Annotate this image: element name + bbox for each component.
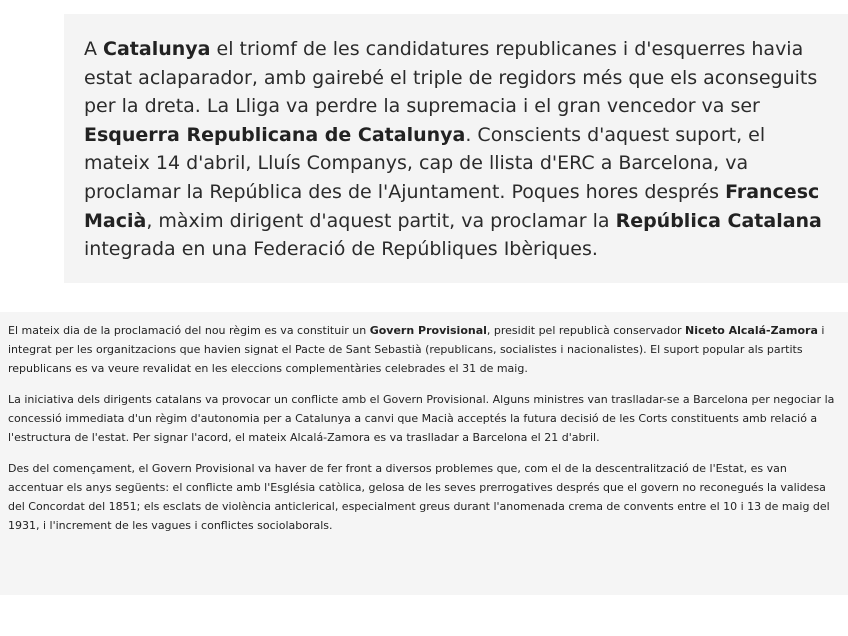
bold-govern-provisional: Govern Provisional (369, 324, 487, 337)
article-paragraph-1 (8, 321, 838, 378)
paragraph-text: El mateix dia de la proclamació del nou règim es va constituir un (8, 324, 370, 337)
quote-paragraph (84, 35, 828, 264)
quote-bold-republica-catalana: República Catalana (615, 209, 822, 232)
quote-bold-erc: Esquerra Republicana de Catalunya (84, 123, 466, 146)
article-paragraph-2: La iniciativa dels dirigents catalans va provocar un conflicte amb el Govern Provisional. Alguns ministres van traslladar-se a Barcelona per negociar la concessió immediata d'un règim d'autonomia per a Catalunya a canvi que Macià acceptés la futura decisió de les Corts constituents amb relació a l'estructura de l'estat. Per signar l'acord, el mateix Alcalá-Zamora es va traslladar a Barcelona el 21 d'abril. (8, 393, 835, 444)
quote-text: . Conscients d'aquest suport, el mateix 14 d'abril, Lluís Companys, cap de llista d'ERC a Barcelona, va proclamar la República des de l'Ajuntament. Poques hores després (84, 123, 766, 203)
quote-text: integrada en una Federació de Repúbliques Ibèriques. (84, 238, 598, 261)
quote-text: el triomf de les candidatures republicanes i d'esquerres havia estat aclaparador, amb gairebé el triple de regidors més que els aconseguits per la dreta. La Lliga va perdre la supremacia i el gran vencedor va ser (84, 38, 818, 118)
article-body (0, 312, 848, 595)
quote-bold-macia: Francesc Macià (84, 180, 820, 232)
highlight-quote-box (64, 14, 848, 283)
article-paragraph-3: Des del començament, el Govern Provisional va haver de fer front a diversos problemes que, com el de la descentralització de l'Estat, es van accentuar els anys següents: el conflicte amb l'Església catòlica, gelosa de les seves prerrogatives després que el govern no reconegués la validesa del Concordat del 1851; els esclats de violència anticlerical, especialment greus durant l'anomenada crema de convents entre el 10 i 13 de maig del 1931, i l'increment de les vagues i conflictes sociolaborals. (8, 462, 830, 532)
quote-text: , màxim dirigent d'aquest partit, va proclamar la (146, 209, 616, 232)
quote-text: A (84, 38, 104, 60)
quote-bold-catalunya: Catalunya (103, 38, 211, 60)
paragraph-text: , presidit pel republicà conservador (486, 324, 686, 337)
bold-niceto-alcala-zamora: Niceto Alcalá-Zamora (685, 324, 818, 337)
paragraph-text: i integrat per les organitzacions que havien signat el Pacte de Sant Sebastià (republicans, socialistes i nacionalistes). El suport popular als partits republicans es va veure revalidat en les eleccions complementàries celebrades el 31 de maig. (8, 324, 825, 375)
